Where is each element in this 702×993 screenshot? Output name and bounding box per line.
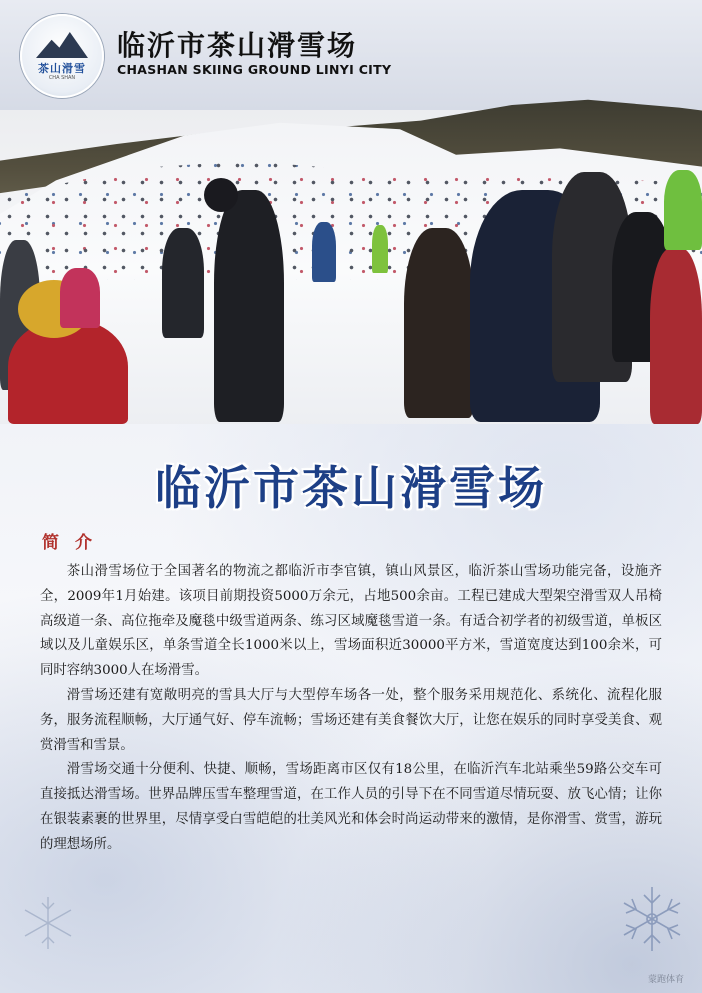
skier-figure	[214, 190, 284, 422]
ski-resort-logo	[20, 14, 104, 98]
page-title: 临沂市茶山滑雪场	[155, 461, 547, 515]
paragraph: 滑雪场交通十分便利、快捷、顺畅，雪场距离市区仅有18公里，在临沂汽车北站乘坐59路公交车可直接抵达滑雪场。世界品牌压雪车整理雪道，在工作人员的引导下在不同雪道尽情玩耍、放飞心情；让你在银装素裹的世界里，尽情享受白雪皑皑的壮美风光和体会时尚运动带来的激情，是你滑雪、赏雪，游玩的理想场所。	[40, 762, 662, 852]
skier-figure	[312, 222, 336, 282]
logo-text: 茶山滑雪	[38, 62, 86, 75]
intro-text	[40, 560, 662, 858]
mountain-icon	[36, 32, 88, 58]
paragraph: 滑雪场还建有宽敞明亮的雪具大厅与大型停车场各一处，整个服务采用规范化、系统化、流程化服务，服务流程顺畅，大厅通气好、停车流畅；雪场还建有美食餐饮大厅，让您在娱乐的同时享受美食、观赏滑雪和雪景。	[40, 687, 662, 753]
skier-figure	[664, 170, 702, 250]
snowflake-icon	[18, 893, 78, 953]
skier-figure	[204, 178, 238, 212]
logo-subtext: CHA SHAN	[48, 75, 76, 81]
ski-slope-photo	[0, 0, 702, 424]
paragraph: 茶山滑雪场位于全国著名的物流之都临沂市李官镇，镇山风景区，临沂茶山雪场功能完备，设施齐全，2009年1月始建。该项目前期投资5000万余元，占地500余亩。工程已建成大型架空滑雪双人吊椅高级道一条、高位拖牵及魔毯中级雪道两条、练习区域魔毯雪道一条。有适合初学者的初级雪道，单板区域以及儿童娱乐区，单条雪道全长1000米以上，雪场面积近30000平方米，雪道宽度达到100余米，可同时容纳3000人在场滑雪。	[40, 564, 662, 679]
intro-panel	[0, 424, 702, 993]
watermark: 蒙跑体育	[647, 975, 684, 985]
skier-figure	[162, 228, 204, 338]
skier-figure	[650, 248, 702, 424]
skier-figure	[372, 225, 388, 273]
snowflake-icon	[616, 883, 688, 955]
section-heading: 简介	[42, 533, 108, 553]
header-subtitle: CHASHAN SKIING GROUND LINYI CITY	[117, 62, 392, 77]
header-title: 临沂市茶山滑雪场	[117, 29, 358, 62]
skier-figure	[404, 228, 474, 418]
skier-figure	[60, 268, 100, 328]
